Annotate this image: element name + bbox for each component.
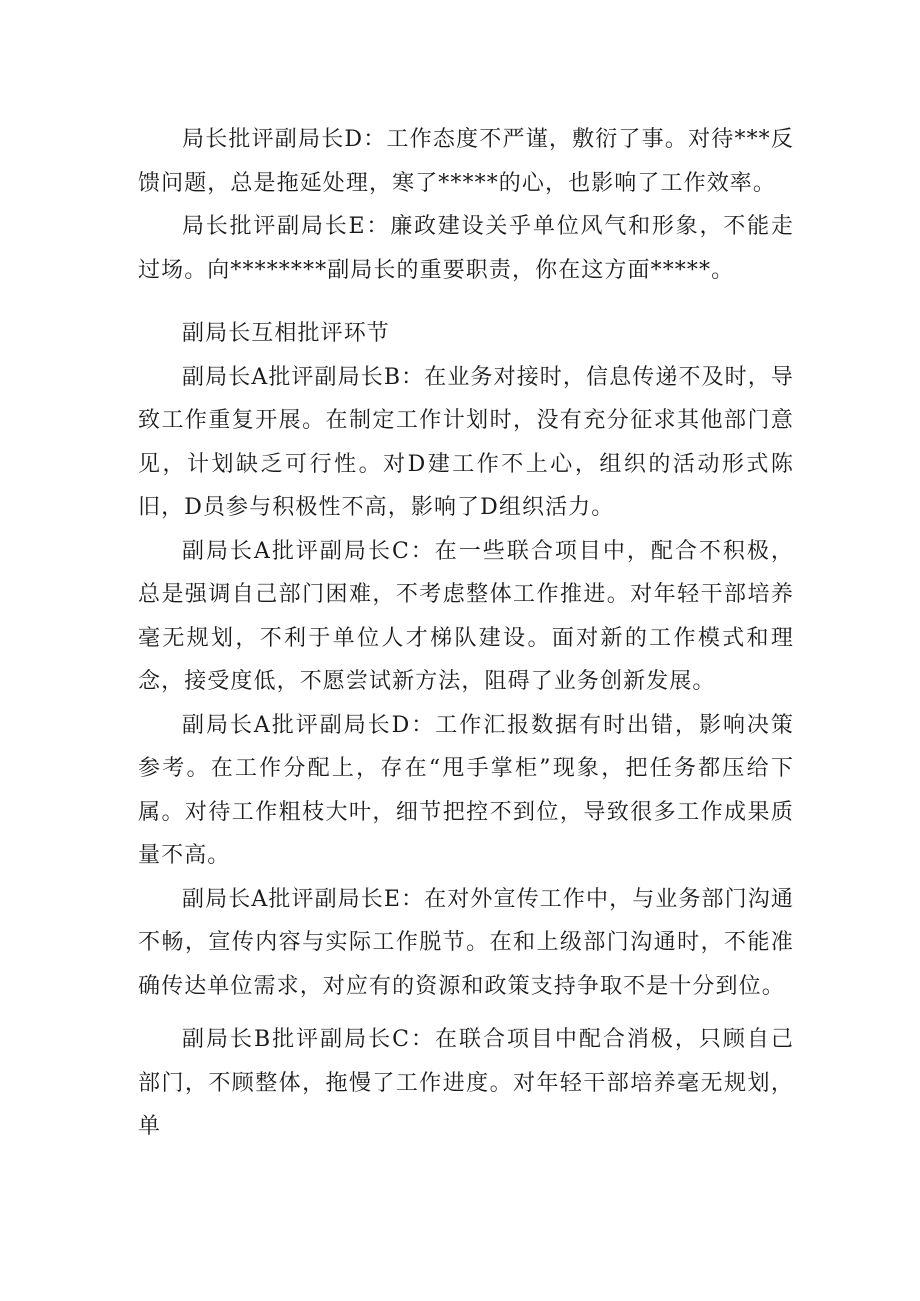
paragraph-a-critique-b: 副局长A批评副局长B：在业务对接时，信息传递不及时，导致工作重复开展。在制定工作计划时，没有充分征求其他部门意见，计划缺乏可行性。对D建工作不上心，组织的活动形式陈旧，D员参与积极性不高，影响了D组织活力。: [138, 364, 794, 520]
paragraph-critique-e: 局长批评副局长E：廉政建设关乎单位风气和形象，不能走过场。向********副局长的重要职责，你在这方面*****。: [138, 214, 794, 283]
paragraph-a-critique-e: 副局长A批评副局长E：在对外宣传工作中，与业务部门沟通不畅，宣传内容与实际工作脱节。在和上级部门沟通时，不能准确传达单位需求，对应有的资源和政策支持争取不是十分到位。: [138, 886, 794, 999]
paragraph-a-critique-d: 副局长A批评副局长D：工作汇报数据有时出错，影响决策参考。在工作分配上，存在“甩手掌柜”现象，把任务都压给下属。对待工作粗枝大叶，细节把控不到位，导致很多工作成果质量不高。: [138, 712, 794, 868]
paragraph-critique-d: 局长批评副局长D：工作态度不严谨，敷衍了事。对待***反馈问题，总是拖延处理，寒了*****的心，也影响了工作效率。: [138, 127, 794, 196]
paragraph-a-critique-c: 副局长A批评副局长C：在一些联合项目中，配合不积极，总是强调自己部门困难，不考虑整体工作推进。对年轻干部培养毫无规划，不利于单位人才梯队建设。面对新的工作模式和理念，接受度低，不愿尝试新方法，阻碍了业务创新发展。: [138, 538, 794, 694]
section-heading-mutual-critique: 副局长互相批评环节: [182, 321, 390, 346]
paragraph-b-critique-c: 副局长B批评副局长C：在联合项目中配合消极，只顾自己部门，不顾整体，拖慢了工作进度。对年轻干部培养毫无规划，单: [138, 1027, 794, 1139]
document-page: [138, 118, 794, 1149]
